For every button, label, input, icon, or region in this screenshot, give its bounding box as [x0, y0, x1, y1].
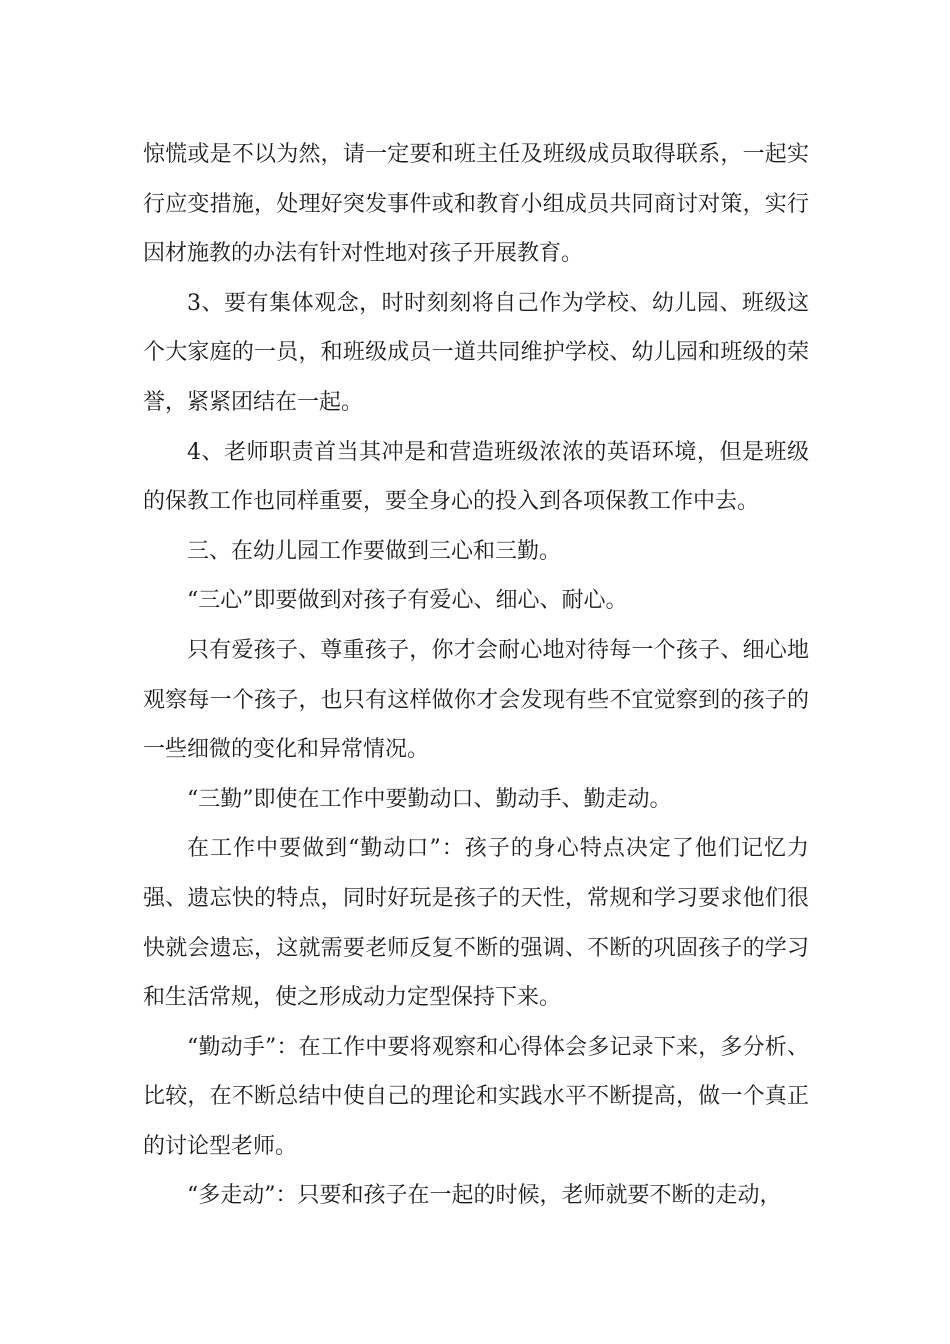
document-body [143, 130, 809, 1221]
paragraph-5: “三心”即要做到对孩子有爱心、细心、耐心。 [187, 588, 628, 614]
paragraph-7: “三勤”即使在工作中要勤动口、勤动手、勤走动。 [187, 786, 672, 812]
paragraph-9: “勤动手”：在工作中要将观察和心得体会多记录下来，多分析、比较，在不断总结中使自己的理论和实践水平不断提高，做一个真正的讨论型老师。 [143, 1034, 809, 1159]
paragraph-8: 在工作中要做到“勤动口”：孩子的身心特点决定了他们记忆力强、遗忘快的特点，同时好玩是孩子的天性，常规和学习要求他们很快就会遗忘，这就需要老师反复不断的强调、不断的巩固孩子的学习和生活常规，使之形成动力定型保持下来。 [143, 836, 809, 1011]
paragraph-3: 4、老师职责首当其冲是和营造班级浓浓的英语环境，但是班级的保教工作也同样重要，要全身心的投入到各项保教工作中去。 [143, 439, 809, 515]
section-heading: 三、在幼儿园工作要做到三心和三勤。 [187, 538, 562, 564]
paragraph-1: 惊慌或是不以为然，请一定要和班主任及班级成员取得联系，一起实行应变措施，处理好突发事件或和教育小组成员共同商讨对策，实行因材施教的办法有针对性地对孩子开展教育。 [143, 142, 809, 267]
paragraph-10: “多走动”：只要和孩子在一起的时候，老师就要不断的走动， [187, 1183, 782, 1209]
paragraph-6: 只有爱孩子、尊重孩子，你才会耐心地对待每一个孩子、细心地观察每一个孩子，也只有这样做你才会发现有些不宜觉察到的孩子的一些细微的变化和异常情况。 [143, 637, 809, 763]
paragraph-2: 3、要有集体观念，时时刻刻将自己作为学校、幼儿园、班级这个大家庭的一员，和班级成员一道共同维护学校、幼儿园和班级的荣誉，紧紧团结在一起。 [143, 290, 809, 415]
